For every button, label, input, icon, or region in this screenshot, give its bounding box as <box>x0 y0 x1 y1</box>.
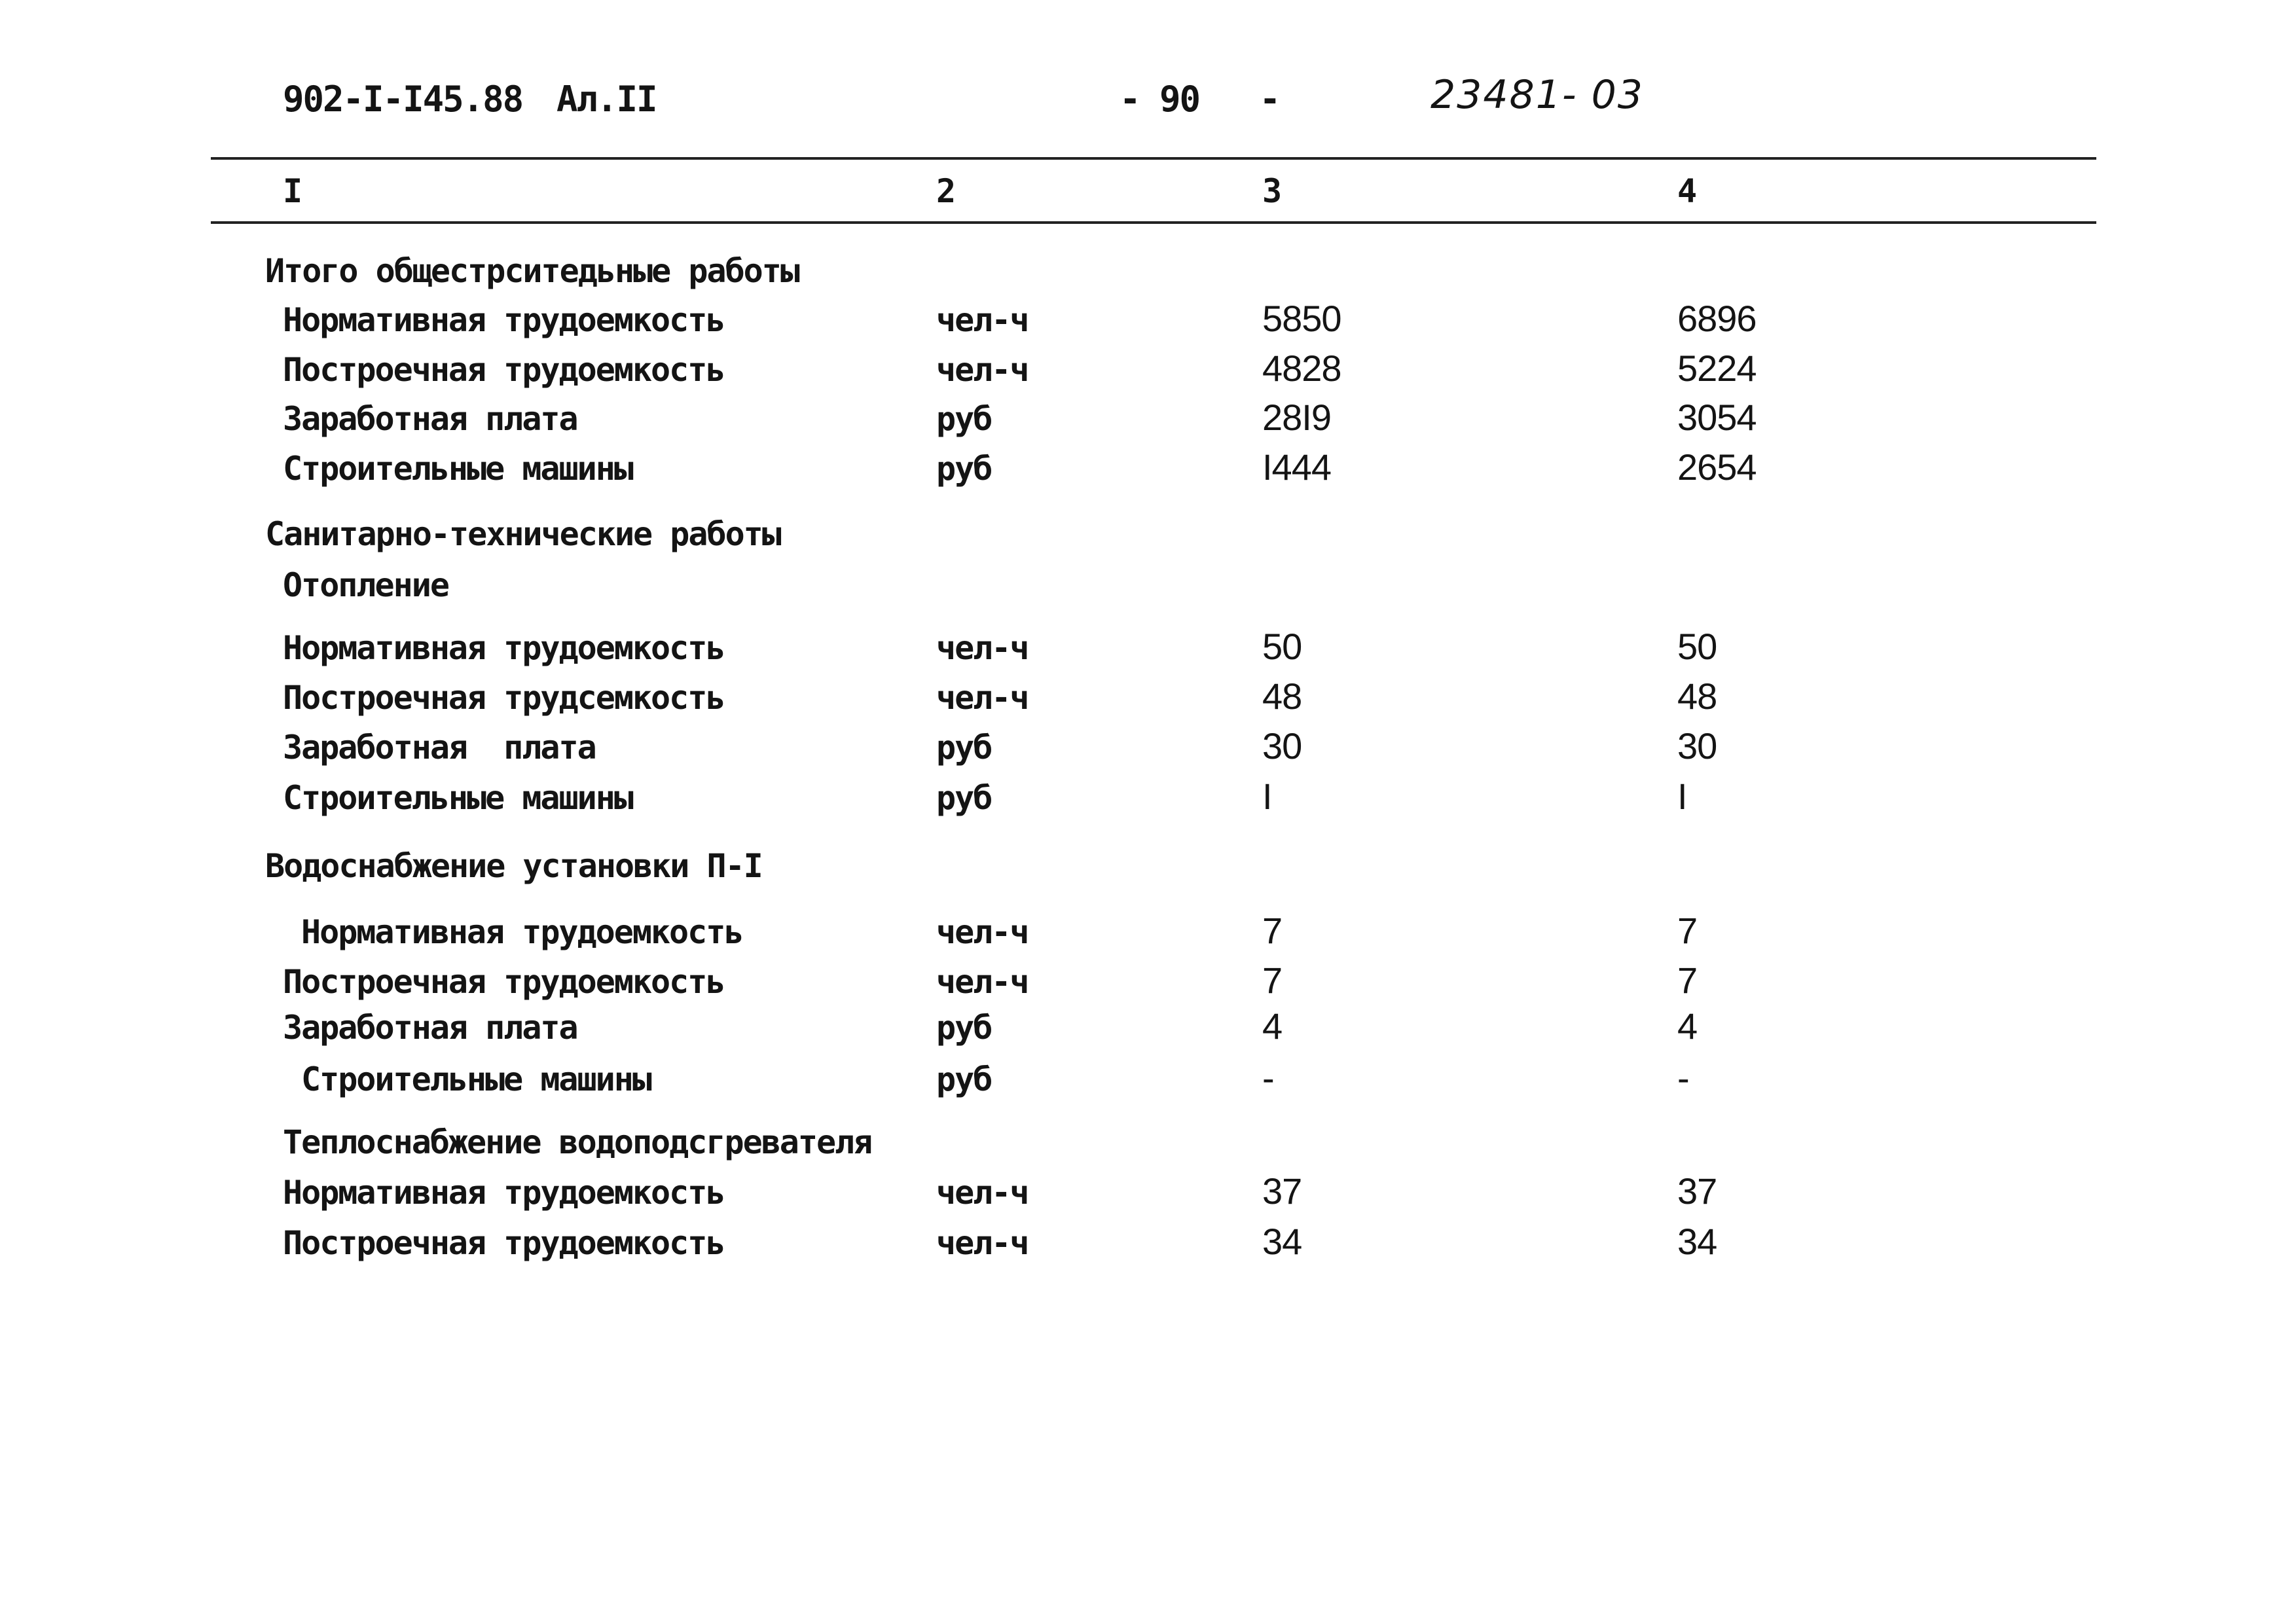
row-label: Построечная трудсемкость <box>283 679 725 717</box>
section-title: Водоснабжение установки П-I <box>265 847 762 885</box>
row-unit: руб <box>936 779 992 817</box>
row-unit: руб <box>936 729 992 767</box>
row-unit: чел-ч <box>936 679 1029 717</box>
row-unit: руб <box>936 1060 992 1098</box>
row-label: Построечная трудоемкость <box>283 351 725 389</box>
row-unit: чел-ч <box>936 1174 1029 1212</box>
row-label: Строительные машины <box>283 450 632 488</box>
row-value-col4: 7 <box>1677 960 1698 1001</box>
row-value-col3: I <box>1262 776 1272 817</box>
row-value-col4: I <box>1677 776 1687 817</box>
row-value-col3: 34 <box>1262 1221 1302 1262</box>
row-label: Строительные машины <box>283 779 632 817</box>
row-value-col3: 5850 <box>1262 298 1341 339</box>
section-title: Санитарно-технические работы <box>265 515 780 553</box>
header-bottom-rule <box>211 221 2096 224</box>
row-value-col3: 48 <box>1262 676 1302 717</box>
row-value-col4: 6896 <box>1677 298 1757 339</box>
subsection-title: Отопление <box>283 566 448 604</box>
column-header-4: 4 <box>1677 172 1696 210</box>
row-value-col3: 37 <box>1262 1170 1302 1212</box>
row-label: Построечная трудоемкость <box>283 1224 725 1262</box>
row-label: Заработная плата <box>283 729 596 767</box>
row-value-col4: 30 <box>1677 725 1717 767</box>
row-value-col3: 28I9 <box>1262 397 1331 438</box>
row-unit: руб <box>936 400 992 438</box>
row-value-col3: - <box>1262 1057 1274 1098</box>
row-value-col3: 7 <box>1262 960 1283 1001</box>
row-value-col3: 4 <box>1262 1005 1283 1047</box>
row-value-col4: 5224 <box>1677 348 1757 389</box>
row-value-col4: 4 <box>1677 1005 1698 1047</box>
page-number: - 90 - <box>1120 79 1280 120</box>
row-value-col4: 34 <box>1677 1221 1717 1262</box>
row-value-col4: 7 <box>1677 910 1698 951</box>
column-header-3: 3 <box>1262 172 1281 210</box>
row-value-col4: 37 <box>1677 1170 1717 1212</box>
column-header-2: 2 <box>936 172 955 210</box>
handwritten-number: 23481- 03 <box>1430 72 1644 118</box>
row-value-col3: 50 <box>1262 626 1302 667</box>
row-unit: чел-ч <box>936 913 1029 951</box>
row-label: Заработная плата <box>283 400 577 438</box>
section-title: Итого общестрситедьные работы <box>265 252 799 290</box>
row-value-col3: 7 <box>1262 910 1283 951</box>
row-value-col4: 3054 <box>1677 397 1757 438</box>
row-unit: чел-ч <box>936 1224 1029 1262</box>
doc-code: 902-I-I45.88 <box>283 79 523 120</box>
row-value-col3: I444 <box>1262 446 1331 488</box>
row-unit: чел-ч <box>936 351 1029 389</box>
row-label: Заработная плата <box>283 1009 577 1047</box>
row-value-col4: 2654 <box>1677 446 1757 488</box>
row-label: Нормативная трудоемкость <box>301 913 743 951</box>
row-unit: чел-ч <box>936 629 1029 667</box>
row-label: Построечная трудоемкость <box>283 963 725 1001</box>
row-value-col4: - <box>1677 1057 1689 1098</box>
header-top-rule <box>211 157 2096 160</box>
row-unit: чел-ч <box>936 963 1029 1001</box>
row-label: Строительные машины <box>301 1060 651 1098</box>
row-unit: руб <box>936 1009 992 1047</box>
row-unit: чел-ч <box>936 301 1029 339</box>
row-value-col3: 30 <box>1262 725 1302 767</box>
row-value-col4: 48 <box>1677 676 1717 717</box>
row-label: Нормативная трудоемкость <box>283 629 725 667</box>
album-label: Ал.II <box>556 79 657 120</box>
row-value-col4: 50 <box>1677 626 1717 667</box>
row-label: Нормативная трудоемкость <box>283 1174 725 1212</box>
row-label: Нормативная трудоемкость <box>283 301 725 339</box>
column-header-1: I <box>283 172 302 210</box>
row-unit: руб <box>936 450 992 488</box>
section-title: Теплоснабжение водоподсгревателя <box>283 1123 872 1161</box>
row-value-col3: 4828 <box>1262 348 1341 389</box>
